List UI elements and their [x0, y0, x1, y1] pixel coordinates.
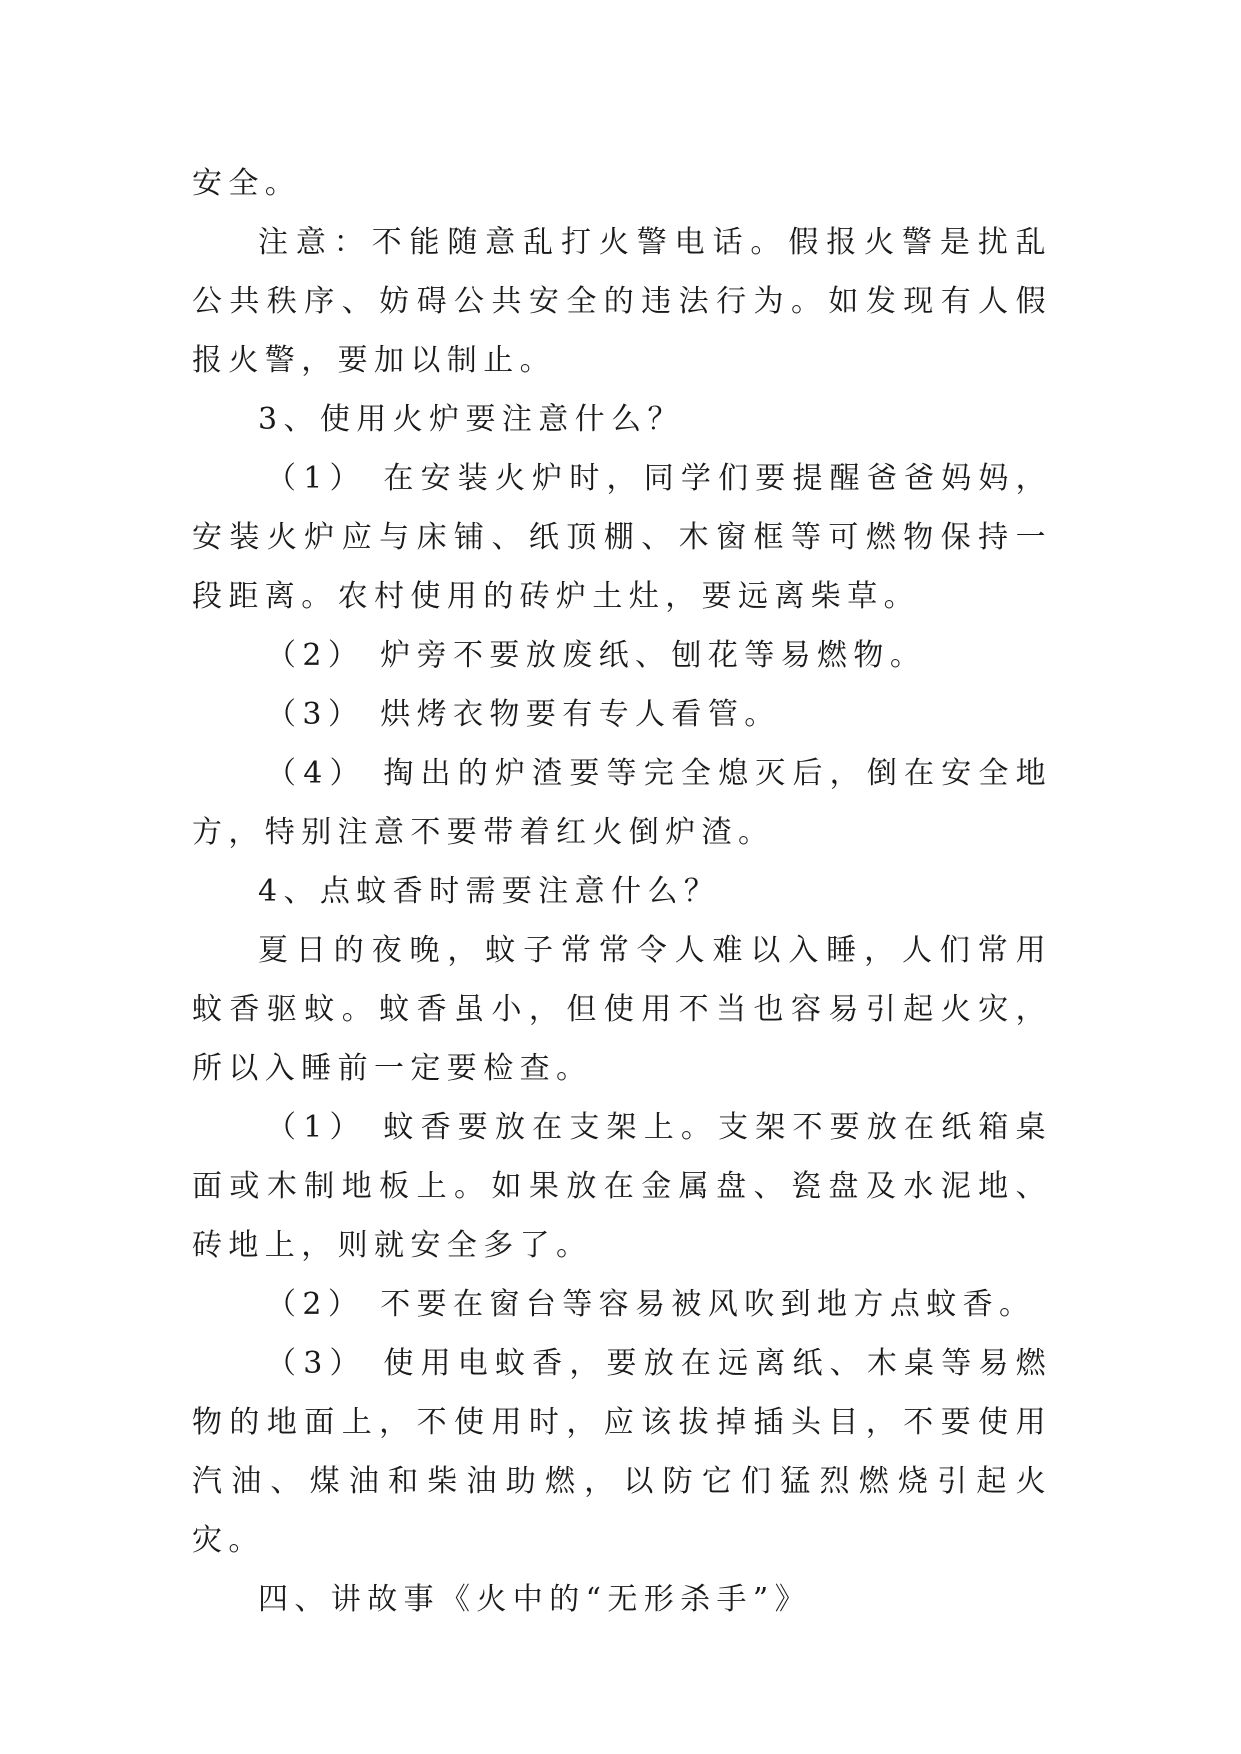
- list-item-stove-3: （3） 烘烤衣物要有专人看管。: [266, 697, 781, 732]
- list-item-coil-3: （3） 使用电蚊香，要放在远离纸、木桌等易燃物的地面上，不使用时，应该拔掉插头目，不要使用汽油、煤油和柴油助燃，以防它们猛烈燃烧引起火灾。: [192, 1346, 1052, 1558]
- section-heading-stove: 3、使用火炉要注意什么？: [258, 402, 684, 437]
- list-item-stove-2: （2） 炉旁不要放废纸、刨花等易燃物。: [266, 638, 927, 673]
- document-body: [192, 154, 1052, 1629]
- paragraph-continuation: 安全。: [192, 166, 302, 201]
- paragraph-summer-night: 夏日的夜晚，蚊子常常令人难以入睡，人们常用蚊香驱蚊。蚊香虽小，但使用不当也容易引起火灾，所以入睡前一定要检查。: [192, 933, 1052, 1086]
- list-item-stove-4: （4） 掏出的炉渣要等完全熄灭后，倒在安全地方，特别注意不要带着红火倒炉渣。: [192, 756, 1052, 850]
- list-item-coil-1: （1） 蚊香要放在支架上。支架不要放在纸箱桌面或木制地板上。如果放在金属盘、瓷盘及水泥地、砖地上，则就安全多了。: [192, 1110, 1052, 1263]
- list-item-coil-2: （2） 不要在窗台等容易被风吹到地方点蚊香。: [266, 1287, 1036, 1322]
- paragraph-notice: 注意：不能随意乱打火警电话。假报火警是扰乱公共秩序、妨碍公共安全的违法行为。如发现有人假报火警，要加以制止。: [192, 225, 1052, 378]
- section-heading-mosquito-coil: 4、点蚊香时需要注意什么？: [258, 874, 721, 909]
- section-heading-story: 四、讲故事《火中的“无形杀手”》: [258, 1582, 812, 1617]
- list-item-stove-1: （1） 在安装火炉时，同学们要提醒爸爸妈妈，安装火炉应与床铺、纸顶棚、木窗框等可燃物保持一段距离。农村使用的砖炉土灶，要远离柴草。: [192, 461, 1052, 614]
